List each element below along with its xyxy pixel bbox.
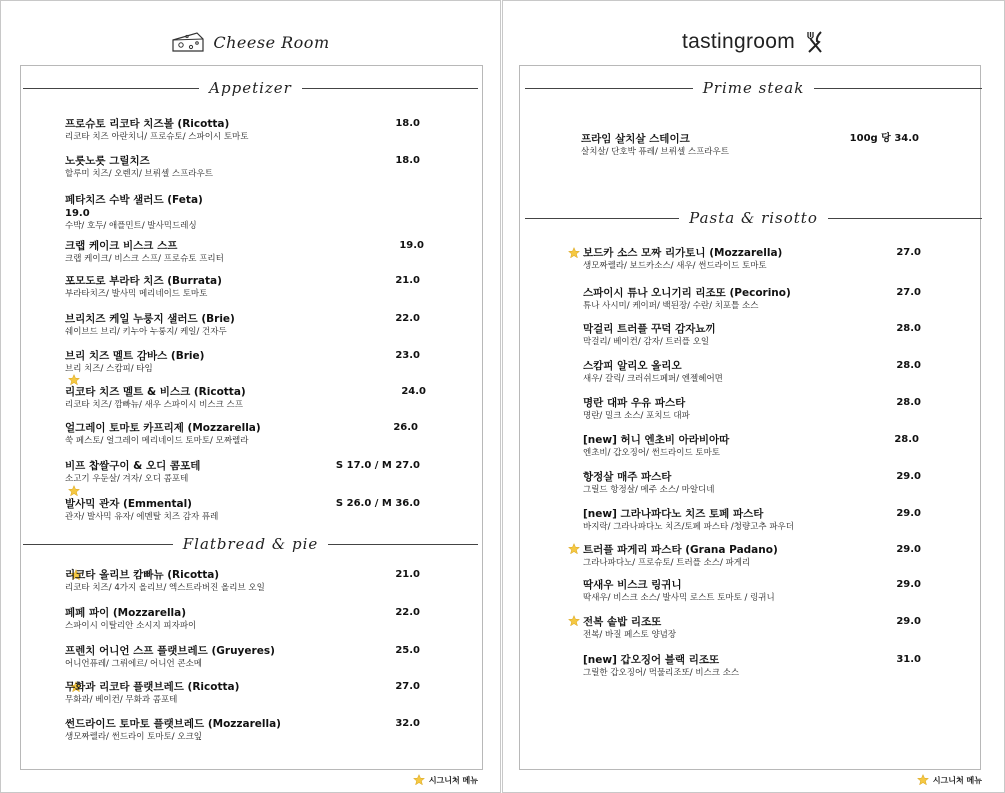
menu-item: [65, 717, 420, 743]
left-menu-page: [0, 0, 501, 793]
item-description: 새우/ 갈릭/ 크러쉬드페퍼/ 엔젤헤어면: [583, 374, 723, 384]
menu-item: [583, 615, 921, 641]
brand-name: Cheese Room: [213, 32, 330, 52]
menu-item: [583, 396, 921, 422]
section-title-prime-steak: [525, 77, 982, 99]
divider: [814, 88, 982, 89]
section-title-appetizer: [23, 77, 478, 99]
item-description: 엔초비/ 갑오징어/ 썬드라이드 토마토: [583, 448, 720, 458]
item-description: 전복/ 바질 페스토 양념장: [583, 630, 677, 640]
item-name: [new] 그라나파다노 치즈 토페 파스타: [583, 508, 764, 520]
item-description: 크랩 케이크/ 비스크 스프/ 프로슈토 프리터: [65, 254, 224, 264]
item-price: 18.0: [395, 118, 420, 129]
item-description: 수박/ 호두/ 애플민트/ 발사믹드레싱: [65, 221, 197, 231]
signature-star-icon: [568, 247, 580, 259]
item-price: 19.0: [65, 208, 90, 219]
item-price: 29.0: [896, 616, 921, 627]
item-name: 프라임 살치살 스테이크: [581, 133, 690, 145]
cheese-room-brand: [1, 25, 500, 59]
menu-item: [65, 154, 420, 180]
section-label: Prime steak: [702, 79, 805, 97]
item-name: 명란 대파 우유 파스타: [583, 397, 686, 409]
item-price: 27.0: [896, 247, 921, 258]
signature-star-icon: [68, 485, 80, 497]
menu-item: [583, 286, 921, 312]
item-description: 그라나파다노/ 프로슈토/ 트러플 소스/ 파게리: [583, 558, 751, 568]
item-price: 21.0: [395, 569, 420, 580]
menu-item: [65, 385, 426, 411]
menu-item: [583, 246, 921, 272]
divider: [828, 218, 982, 219]
item-description: 막걸리/ 베이컨/ 감자/ 트러플 오일: [583, 337, 710, 347]
signature-star-icon: [568, 543, 580, 555]
item-description: 부라타치즈/ 발사믹 메리네이드 토마토: [65, 289, 208, 299]
signature-legend: [917, 774, 982, 786]
item-name: 발사믹 관자 (Emmental): [65, 498, 192, 510]
item-name: 리코타 치즈 멜트 & 비스크 (Ricotta): [65, 386, 246, 398]
item-description: 튜나 사시미/ 케이퍼/ 백된장/ 수란/ 치포틀 소스: [583, 301, 759, 311]
item-name: 포모도로 부라타 치즈 (Burrata): [65, 275, 222, 287]
menu-item: [65, 349, 420, 375]
menu-item: [65, 421, 420, 447]
item-price: 23.0: [395, 350, 420, 361]
item-price: 22.0: [395, 607, 420, 618]
divider: [23, 544, 173, 545]
item-name: 브리치즈 케일 누룽지 샐러드 (Brie): [65, 313, 235, 325]
menu-item: [65, 459, 420, 485]
menu-item: [583, 543, 921, 569]
signature-star-icon: [413, 774, 425, 786]
item-price: S 17.0 / M 27.0: [335, 460, 420, 471]
item-price: 29.0: [896, 508, 921, 519]
item-name: 스캄피 알리오 올리오: [583, 360, 682, 372]
divider: [23, 88, 199, 89]
divider: [525, 218, 679, 219]
item-price: 29.0: [896, 544, 921, 555]
item-description: 생모짜렐라/ 썬드라이 토마토/ 오크잎: [65, 732, 202, 742]
item-price: 32.0: [395, 718, 420, 729]
menu-item: [65, 606, 420, 632]
item-name: 트러플 파게리 파스타 (Grana Padano): [583, 544, 778, 556]
item-name: 보드카 소스 모짜 리가토니 (Mozzarella): [583, 247, 783, 259]
item-name: 항정살 매주 파스타: [583, 471, 672, 483]
item-price: 29.0: [896, 471, 921, 482]
item-price: 28.0: [894, 434, 919, 445]
section-title-pasta-risotto: [525, 207, 982, 229]
item-description: 쉐이브드 브리/ 키누아 누룽지/ 케일/ 건자두: [65, 327, 227, 337]
item-description: 브리 치즈/ 스캄피/ 타임: [65, 364, 153, 374]
item-name: 얼그레이 토마토 카프리제 (Mozzarella): [65, 422, 261, 434]
item-price: 27.0: [896, 287, 921, 298]
section-label: Flatbread & pie: [182, 535, 319, 553]
item-name: [new] 허니 엔초비 아라비아따: [583, 434, 730, 446]
menu-item: [65, 568, 420, 594]
item-description: 쑥 페스토/ 얼그레이 메리네이드 토마토/ 모짜렐라: [65, 436, 249, 446]
item-name: 막걸리 트러플 꾸덕 감자뇨끼: [583, 323, 716, 335]
signature-star-icon: [568, 615, 580, 627]
item-name: 프렌치 어니언 스프 플랫브레드 (Gruyeres): [65, 645, 275, 657]
item-description: 리코타 치즈 아란치니/ 프로슈토/ 스파이시 토마토: [65, 132, 249, 142]
item-price: 18.0: [395, 155, 420, 166]
menu-item: [583, 322, 921, 348]
item-name: 브리 치즈 멜트 감바스 (Brie): [65, 350, 205, 362]
item-price: 28.0: [896, 323, 921, 334]
item-description: 딱새우/ 비스크 소스/ 발사믹 로스트 토마토 / 링귀니: [583, 593, 775, 603]
brand-name: tastingroom: [681, 30, 796, 53]
menu-item: [65, 274, 420, 300]
menu-item: [65, 193, 420, 232]
section-label: Pasta & risotto: [689, 209, 818, 227]
menu-item: [65, 312, 420, 338]
item-description: 살치살/ 단호박 퓨레/ 브뤼셀 스프라우트: [581, 147, 729, 157]
item-price: 31.0: [896, 654, 921, 665]
signature-star-icon: [917, 774, 929, 786]
item-name: 스파이시 튜나 오니기리 리조또 (Pecorino): [583, 287, 791, 299]
menu-item: [583, 653, 921, 679]
item-name: 무화과 리코타 플랫브레드 (Ricotta): [65, 681, 240, 693]
item-name: 리코타 올리브 캄빠뉴 (Ricotta): [65, 569, 220, 581]
item-price: 26.0: [393, 422, 418, 433]
item-description: 생모짜렐라/ 보드카소스/ 새우/ 썬드라이드 토마토: [583, 261, 767, 271]
cheese-icon: [171, 30, 205, 54]
item-description: 할루미 치즈/ 오렌지/ 브뤼셀 스프라우트: [65, 169, 213, 179]
item-description: 소고기 우둔살/ 겨자/ 오디 콤포테: [65, 474, 189, 484]
tastingroom-brand: [503, 25, 1004, 59]
item-price: 29.0: [896, 579, 921, 590]
item-description: 어니언퓨레/ 그뤼에르/ 어니언 콘소메: [65, 659, 202, 669]
item-description: 무화과/ 베이컨/ 무화과 콤포테: [65, 695, 178, 705]
section-title-flatbread: [23, 533, 478, 555]
item-price: 28.0: [896, 397, 921, 408]
section-label: Appetizer: [209, 79, 292, 97]
divider: [302, 88, 478, 89]
item-price: 22.0: [395, 313, 420, 324]
item-name: 썬드라이드 토마토 플랫브레드 (Mozzarella): [65, 718, 281, 730]
item-description: 그릴드 항정살/ 메주 소스/ 마알디네: [583, 485, 715, 495]
menu-item: [65, 680, 420, 706]
signature-legend: [413, 774, 478, 786]
fork-knife-icon: [805, 30, 825, 54]
item-description: 바지락/ 그라나파다노 치즈/토페 파스타 /청량고추 파우더: [583, 522, 794, 532]
item-price: 21.0: [395, 275, 420, 286]
item-name: 노릇노릇 그릴치즈: [65, 155, 150, 167]
item-price: 19.0: [399, 240, 424, 251]
item-name: 전복 솥밥 리조또: [583, 616, 662, 628]
item-description: 명란/ 밀크 소스/ 포치드 대파: [583, 411, 690, 421]
divider: [525, 88, 693, 89]
item-price: S 26.0 / M 36.0: [335, 498, 420, 509]
menu-item: [583, 578, 921, 604]
item-name: 딱새우 비스크 링귀니: [583, 579, 682, 591]
right-menu-page: [502, 0, 1005, 793]
legend-label: 시그니처 메뉴: [428, 775, 478, 785]
item-price: 24.0: [401, 386, 426, 397]
item-name: 페타치즈 수박 샐러드 (Feta): [65, 194, 203, 206]
item-description: 리코타 치즈/ 깜빠뉴/ 새우 스파이시 비스크 스프: [65, 400, 243, 410]
item-name: 프로슈토 리코타 치즈볼 (Ricotta): [65, 118, 230, 130]
item-description: 그릴한 갑오징어/ 먹물리조또/ 비스크 소스: [583, 668, 740, 678]
menu-item: [583, 433, 921, 459]
item-price: 27.0: [395, 681, 420, 692]
item-price: 100g 당 34.0: [849, 133, 919, 144]
item-name: 크랩 케이크 비스크 스프: [65, 240, 178, 252]
item-price: 28.0: [896, 360, 921, 371]
item-name: [new] 갑오징어 블랙 리조또: [583, 654, 720, 666]
menu-item: [65, 239, 424, 265]
item-name: 비프 찹쌀구이 & 오디 콤포테: [65, 460, 201, 472]
divider: [328, 544, 478, 545]
item-price: 25.0: [395, 645, 420, 656]
item-description: 관자/ 발사믹 유자/ 에멘탈 치즈 감자 퓨레: [65, 512, 219, 522]
menu-item: [583, 507, 921, 533]
menu-item: [581, 132, 919, 158]
menu-item: [65, 117, 420, 143]
item-description: 스파이시 이탈리안 소시지 피자파이: [65, 621, 197, 631]
menu-item: [583, 470, 921, 496]
menu-item: [65, 644, 420, 670]
menu-item: [583, 359, 921, 385]
item-name: 페페 파이 (Mozzarella): [65, 607, 187, 619]
menu-item: [65, 497, 420, 523]
item-description: 리코타 치즈/ 4가지 올리브/ 엑스트라버진 올리브 오일: [65, 583, 265, 593]
legend-label: 시그니처 메뉴: [932, 775, 982, 785]
